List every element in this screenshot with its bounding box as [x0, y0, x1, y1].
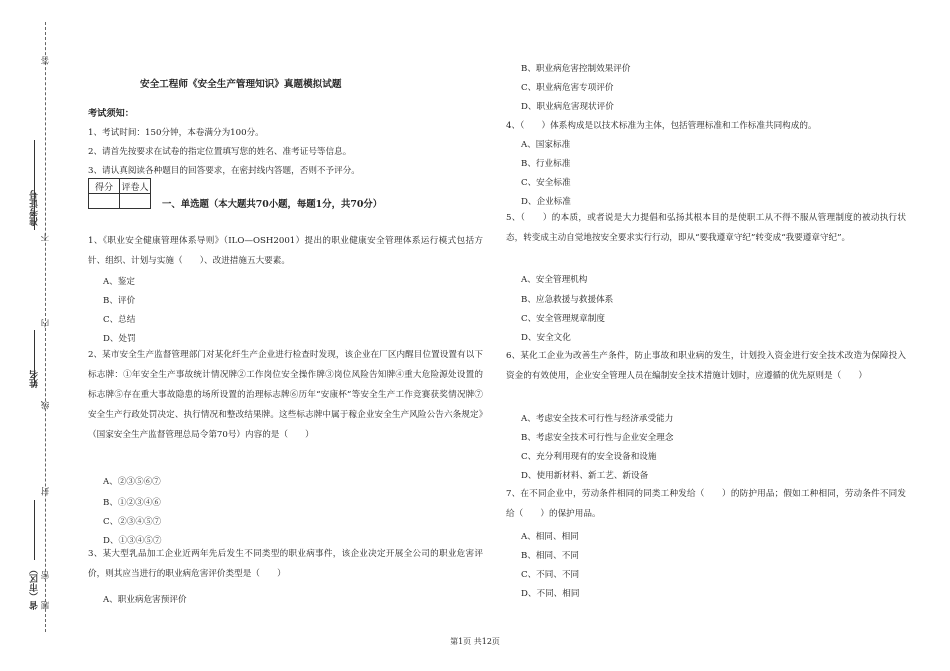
question-6-option: D、使用新材料、新工艺、新设备	[521, 471, 649, 481]
question-4-option: A、国家标准	[521, 140, 571, 150]
question-7-option: C、不同、不同	[521, 570, 580, 580]
seal-char: 不	[41, 232, 51, 242]
question-3-option: A、职业病危害预评价	[103, 595, 187, 605]
question-6-stem: 6、某化工企业为改善生产条件，防止事故和职业病的发生，计划投入资金进行安全技术改造为保障投入资金的有效使用，企业安全管理人员在编制安全技术措施计划时，应遵循的优先原则是（ ）	[506, 351, 906, 381]
seal-char: 答	[41, 55, 51, 65]
question-1-option: B、评价	[103, 296, 136, 306]
name-label: 姓名	[30, 370, 40, 388]
seal-char: 内	[41, 318, 51, 328]
question-5-option: C、安全管理规章制度	[521, 314, 605, 324]
question-1-option: A、鉴定	[103, 277, 135, 287]
binding-margin	[0, 0, 70, 671]
question-4-stem: 4、（ ）体系构成是以技术标准为主体，包括管理标准和工作标准共同构成的。	[506, 121, 817, 131]
grader-label: 评卷人	[120, 179, 151, 194]
question-4-option: B、行业标准	[521, 159, 571, 169]
exam-title: 安全工程师《安全生产管理知识》真题模拟试题	[140, 79, 342, 90]
question-4-option: D、企业标准	[521, 197, 571, 207]
question-2-option: D、①③④⑤⑦	[103, 536, 162, 546]
question-7-stem: 7、在不同企业中，劳动条件相同的同类工种发给（ ）的防护用品；假如工种相同，劳动条件不同发给（ ）的保护用品。	[506, 489, 906, 519]
notice-item: 3、请认真阅读各种题目的回答要求，在密封线内答题，否则不予评分。	[88, 166, 360, 176]
score-label: 得分	[89, 179, 120, 194]
question-7-option: B、相同、不同	[521, 551, 579, 561]
question-5-option: D、安全文化	[521, 333, 571, 343]
region-underline	[34, 500, 35, 560]
score-cell[interactable]	[89, 194, 120, 209]
question-1-option: D、处罚	[103, 334, 136, 344]
seal-char: 线	[41, 400, 51, 410]
question-7-option: A、相同、相同	[521, 532, 579, 542]
seal-char: 密	[41, 570, 51, 580]
question-5-stem: 5、（ ）的本质，或者说是大力提倡和弘扬其根本目的是使职工从不得不服从管理制度的被动执行状态，转变成主动自觉地按安全要求实行行动，即从“要我遵章守纪”转变成“我要遵章守纪”。	[506, 213, 906, 243]
question-1-stem: 1、《职业安全健康管理体系导则》（ILO—OSH2001）提出的职业健康安全管理体系运行模式包括方针、组织、计划与实施（ ）、改进措施五大要素。	[88, 236, 483, 266]
question-1-option: C、总结	[103, 315, 136, 325]
notice-title: 考试须知：	[88, 108, 134, 119]
region-label: 省（市区）	[30, 565, 40, 610]
question-3-option: B、职业病危害控制效果评价	[521, 64, 631, 74]
grader-cell[interactable]	[120, 194, 151, 209]
score-table	[88, 178, 151, 209]
question-2-option: C、②③④⑤⑦	[103, 517, 162, 527]
question-5-option: B、应急救援与救援体系	[521, 295, 614, 305]
question-2-option: B、①②③④⑥	[103, 498, 161, 508]
page-number: 第1页 共12页	[450, 637, 500, 646]
notice-item: 1、考试时间：150分钟，本卷满分为100分。	[88, 128, 264, 138]
question-7-option: D、不同、相同	[521, 589, 580, 599]
exam-number-label: 准考证号	[30, 190, 40, 226]
question-3-option: D、职业病危害现状评价	[521, 102, 614, 112]
question-6-option: A、考虑安全技术可行性与经济承受能力	[521, 414, 674, 424]
question-3-option: C、职业病危害专项评价	[521, 83, 614, 93]
question-4-option: C、安全标准	[521, 178, 571, 188]
seal-char: 题	[41, 600, 51, 610]
question-5-option: A、安全管理机构	[521, 275, 588, 285]
notice-item: 2、请首先按要求在试卷的指定位置填写您的姓名、准考证号等信息。	[88, 147, 352, 157]
seal-char: 封	[41, 486, 51, 496]
question-2-stem: 2、某市安全生产监督管理部门对某化纤生产企业进行检查时发现，该企业在厂区内醒目位置设置有以下标志牌：①年安全生产事故统计情况牌②工作岗位安全操作牌③岗位风险告知牌④重大危险源处设置的标志牌⑤存在重大事故隐患的场所设置的治理标志牌⑥历年“安康杯”等安全生产工作竞赛获奖情况牌⑦安全生产行政处罚决定、执行情况和整改结果牌。这些标志牌中属于稼企业安全生产风险公告六条规定》（国家安全生产监督管理总局令第70号）内容的是（ ）	[88, 350, 483, 440]
section-title: 一、单选题（本大题共70小题，每题1分，共70分）	[162, 199, 383, 210]
question-6-option: C、充分利用现有的安全设备和设施	[521, 452, 657, 462]
question-2-option: A、②③⑤⑥⑦	[103, 477, 161, 487]
question-6-option: B、考虑安全技术可行性与企业安全理念	[521, 433, 674, 443]
question-3-stem: 3、某大型乳品加工企业近两年先后发生不同类型的职业病事件，该企业决定开展全公司的职业危害评价，则其应当进行的职业病危害评价类型是（ ）	[88, 549, 483, 579]
